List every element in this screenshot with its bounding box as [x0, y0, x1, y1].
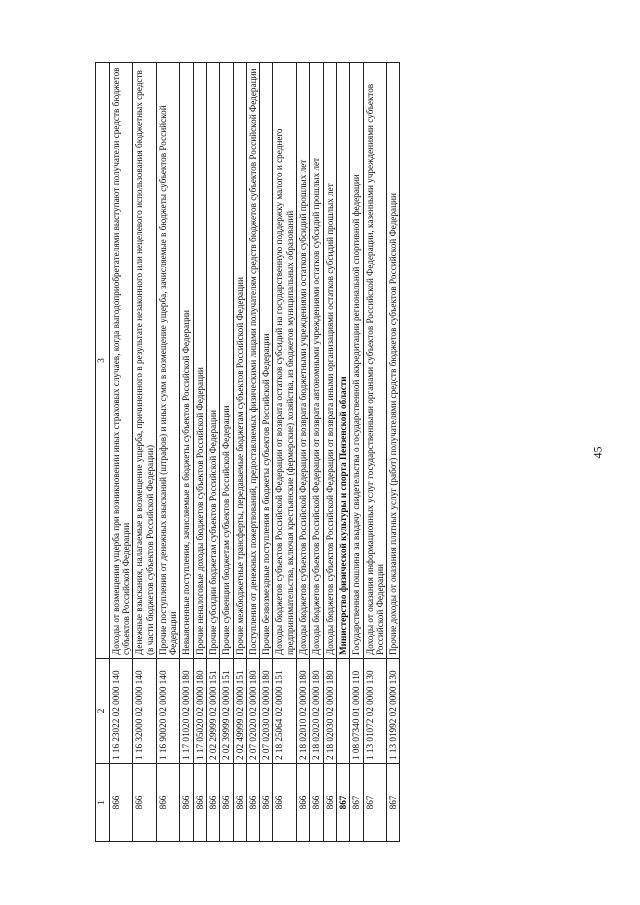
description-cell: Прочие доходы от оказания платных услуг (работ) получателями средств бюджетов субъектов Российской Федерации [387, 63, 400, 659]
admin-code-cell: 867 [350, 764, 363, 842]
table-row [109, 63, 133, 842]
table-row [220, 63, 233, 842]
budget-code-cell: 1 16 32000 02 0000 140 [133, 659, 157, 764]
description-cell: Прочие безвозмездные поступления в бюджеты субъектов Российской Федерации [260, 63, 273, 659]
table-row [233, 63, 246, 842]
description-cell: Министерство физической культуры и спорта Пензенской области [336, 63, 349, 659]
budget-code-cell: 2 02 39999 02 0000 151 [220, 659, 233, 764]
revenue-codes-table [95, 62, 400, 842]
admin-code-cell: 866 [109, 764, 133, 842]
table-row [180, 63, 193, 842]
budget-code-cell: 1 13 01072 02 0000 130 [363, 659, 387, 764]
admin-code-cell: 866 [133, 764, 157, 842]
admin-code-cell: 866 [260, 764, 273, 842]
admin-code-cell: 866 [220, 764, 233, 842]
description-cell: Прочие субсидии бюджетам субъектов Российской Федерации [207, 63, 220, 659]
table-row [297, 63, 310, 842]
description-cell: Прочие субвенции бюджетам субъектов Российской Федерации [220, 63, 233, 659]
budget-code-cell: 2 02 29999 02 0000 151 [207, 659, 220, 764]
admin-code-cell: 866 [273, 764, 297, 842]
table-row [246, 63, 259, 842]
admin-code-cell: 866 [193, 764, 206, 842]
budget-code-cell: 2 18 02010 02 0000 180 [297, 659, 310, 764]
budget-code-cell: 2 02 49999 02 0000 151 [233, 659, 246, 764]
budget-code-cell: 1 16 90020 02 0000 140 [156, 659, 180, 764]
header-col-2: 2 [96, 659, 110, 764]
table-row [310, 63, 323, 842]
budget-code-cell: 1 17 01020 02 0000 180 [180, 659, 193, 764]
table-header-row [96, 63, 110, 842]
header-col-1: 1 [96, 764, 110, 842]
description-cell: Прочие межбюджетные трансферты, передаваемые бюджетам субъектов Российской Федерации [233, 63, 246, 659]
table-row [387, 63, 400, 842]
admin-code-cell: 866 [297, 764, 310, 842]
table-row [260, 63, 273, 842]
admin-code-cell: 867 [336, 764, 349, 842]
admin-code-cell: 866 [207, 764, 220, 842]
budget-code-cell: 2 18 02020 02 0000 180 [310, 659, 323, 764]
admin-code-cell: 866 [310, 764, 323, 842]
budget-code-cell: 2 07 02030 02 0000 180 [260, 659, 273, 764]
description-cell: Денежные взыскания, налагаемые в возмещение ущерба, причиненного в результате незаконного или нецелевого использования бюджетных средств (в части бюджетов субъектов Российской Федерации) [133, 63, 157, 659]
admin-code-cell: 866 [180, 764, 193, 842]
description-cell: Доходы от оказания информационных услуг государственными органами субъектов Российской Федерации, казенными учреждениями субъектов Российской Федерации [363, 63, 387, 659]
description-cell: Доходы бюджетов субъектов Российской Федерации от возврата бюджетными учреждениями остатков субсидий прошлых лет [297, 63, 310, 659]
rotated-table-container [95, 62, 545, 842]
budget-code-cell: 2 18 25064 02 0000 151 [273, 659, 297, 764]
description-cell: Доходы бюджетов субъектов Российской Федерации от возврата иными организациями остатков субсидий прошлых лет [323, 63, 336, 659]
budget-code-cell: 1 16 23022 02 0000 140 [109, 659, 133, 764]
table-row [193, 63, 206, 842]
description-cell: Доходы от возмещения ущерба при возникновении иных страховых случаев, когда выгодоприобретателями выступают получатели средств бюджетов субъектов Российской Федерации [109, 63, 133, 659]
admin-code-cell: 867 [363, 764, 387, 842]
table-body [109, 63, 400, 842]
budget-code-cell: 2 18 02030 02 0000 180 [323, 659, 336, 764]
admin-code-cell: 866 [233, 764, 246, 842]
table-row [363, 63, 387, 842]
table-row [273, 63, 297, 842]
description-cell: Прочие поступления от денежных взысканий (штрафов) и иных сумм в возмещение ущерба, зачисляемые в бюджеты субъектов Российской Федерации [156, 63, 180, 659]
description-cell: Невыясненные поступления, зачисляемые в бюджеты субъектов Российской Федерации [180, 63, 193, 659]
description-cell: Доходы бюджетов субъектов Российской Федерации от возврата автономными учреждениями остатков субсидий прошлых лет [310, 63, 323, 659]
page-number: 45 [590, 446, 605, 459]
table-row [207, 63, 220, 842]
table-row [336, 63, 349, 842]
description-cell: Государственная пошлина за выдачу свидетельства о государственной аккредитации региональной спортивной федерации [350, 63, 363, 659]
budget-code-cell [336, 659, 349, 764]
budget-code-cell: 2 07 02020 02 0000 180 [246, 659, 259, 764]
admin-code-cell: 867 [387, 764, 400, 842]
admin-code-cell: 866 [156, 764, 180, 842]
table-row [156, 63, 180, 842]
table-row [133, 63, 157, 842]
description-cell: Поступления от денежных пожертвований, предоставляемых физическими лицами получателям средств бюджетов субъектов Российской Федерации [246, 63, 259, 659]
admin-code-cell: 866 [323, 764, 336, 842]
budget-code-cell: 1 08 07340 01 0000 110 [350, 659, 363, 764]
description-cell: Доходы бюджетов субъектов Российской Федерации от возврата остатков субсидий на государственную поддержку малого и среднего предпринимательства, включая крестьянские (фермерские) хозяйства, из бюджетов муниципальных образований [273, 63, 297, 659]
budget-code-cell: 1 17 05020 02 0000 180 [193, 659, 206, 764]
admin-code-cell: 866 [246, 764, 259, 842]
budget-code-cell: 1 13 01992 02 0000 130 [387, 659, 400, 764]
table-row [323, 63, 336, 842]
description-cell: Прочие неналоговые доходы бюджетов субъектов Российской Федерации [193, 63, 206, 659]
table-row [350, 63, 363, 842]
header-col-3: 3 [96, 63, 110, 659]
